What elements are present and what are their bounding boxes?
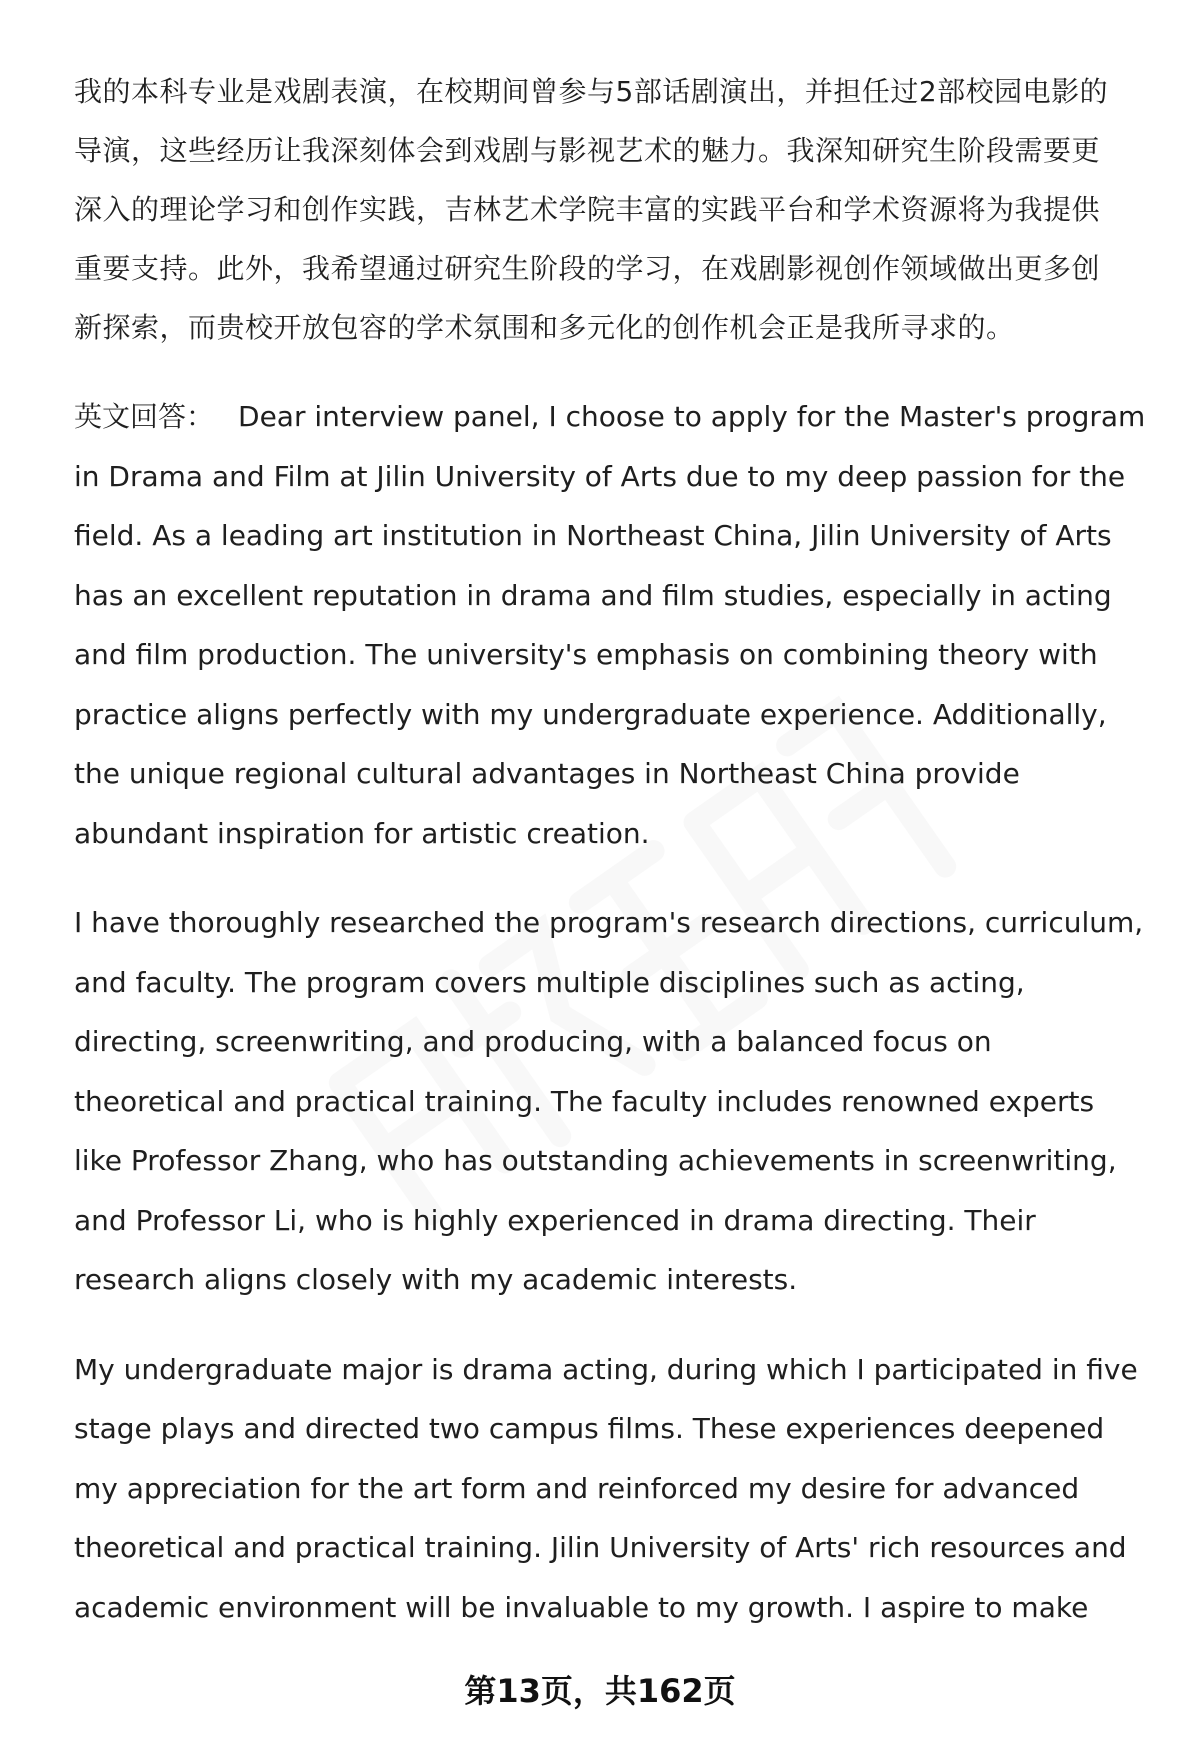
text-line: abundant inspiration for artistic creation. bbox=[74, 816, 650, 850]
english-intro-paragraph bbox=[74, 387, 1154, 863]
text-line: like Professor Zhang, who has outstanding achievements in screenwriting, bbox=[74, 1144, 1117, 1177]
text-line: has an excellent reputation in drama and film studies, especially in acting bbox=[74, 578, 1112, 612]
text-line: theoretical and practical training. Jilin University of Arts' rich resources and bbox=[74, 1531, 1127, 1564]
text-line: My undergraduate major is drama acting, during which I participated in five bbox=[74, 1352, 1138, 1386]
answer-label: 英文回答： bbox=[74, 400, 215, 433]
text-line: and Professor Li, who is highly experienced in drama directing. Their bbox=[74, 1203, 1036, 1237]
text-line: 新探索，而贵校开放包容的学术氛围和多元化的创作机会正是我所寻求的。 bbox=[74, 311, 1015, 344]
text-line: 我的本科专业是戏剧表演，在校期间曾参与5部话剧演出，并担任过2部校园电影的 bbox=[74, 75, 1109, 108]
page-number-footer: 第13页，共162页 bbox=[464, 1672, 736, 1710]
text-fragment: Dear interview panel, I choose to apply for the Master's program bbox=[238, 400, 1146, 433]
text-line: in Drama and Film at Jilin University of Arts due to my deep passion for the bbox=[74, 459, 1126, 493]
text-line: and faculty. The program covers multiple disciplines such as acting, bbox=[74, 965, 1025, 999]
document-body bbox=[74, 62, 1154, 1637]
text-line: my appreciation for the art form and reinforced my desire for advanced bbox=[74, 1471, 1080, 1505]
text-line: field. As a leading art institution in Northeast China, Jilin University of Arts bbox=[74, 519, 1112, 552]
text-line: the unique regional cultural advantages in Northeast China provide bbox=[74, 757, 1020, 790]
text-line: research aligns closely with my academic interests. bbox=[74, 1263, 798, 1296]
text-line bbox=[74, 387, 1154, 447]
text-line: 重要支持。此外，我希望通过研究生阶段的学习，在戏剧影视创作领域做出更多创 bbox=[74, 252, 1101, 285]
text-line: 深入的理论学习和创作实践，吉林艺术学院丰富的实践平台和学术资源将为我提供 bbox=[74, 193, 1101, 226]
text-line: I have thoroughly researched the program's research directions, curriculum, bbox=[74, 906, 1144, 939]
text-line: theoretical and practical training. The faculty includes renowned experts bbox=[74, 1084, 1095, 1118]
english-research-paragraph bbox=[74, 893, 1154, 1310]
text-line: directing, screenwriting, and producing, with a balanced focus on bbox=[74, 1025, 992, 1058]
chinese-paragraph bbox=[74, 62, 1154, 357]
english-background-paragraph bbox=[74, 1340, 1154, 1638]
text-line: and film production. The university's emphasis on combining theory with bbox=[74, 638, 1098, 671]
text-line: practice aligns perfectly with my undergraduate experience. Additionally, bbox=[74, 697, 1107, 731]
text-line: stage plays and directed two campus films. These experiences deepened bbox=[74, 1412, 1105, 1445]
text-line: academic environment will be invaluable to my growth. I aspire to make bbox=[74, 1590, 1089, 1624]
text-line: 导演，这些经历让我深刻体会到戏剧与影视艺术的魅力。我深知研究生阶段需要更 bbox=[74, 134, 1101, 167]
